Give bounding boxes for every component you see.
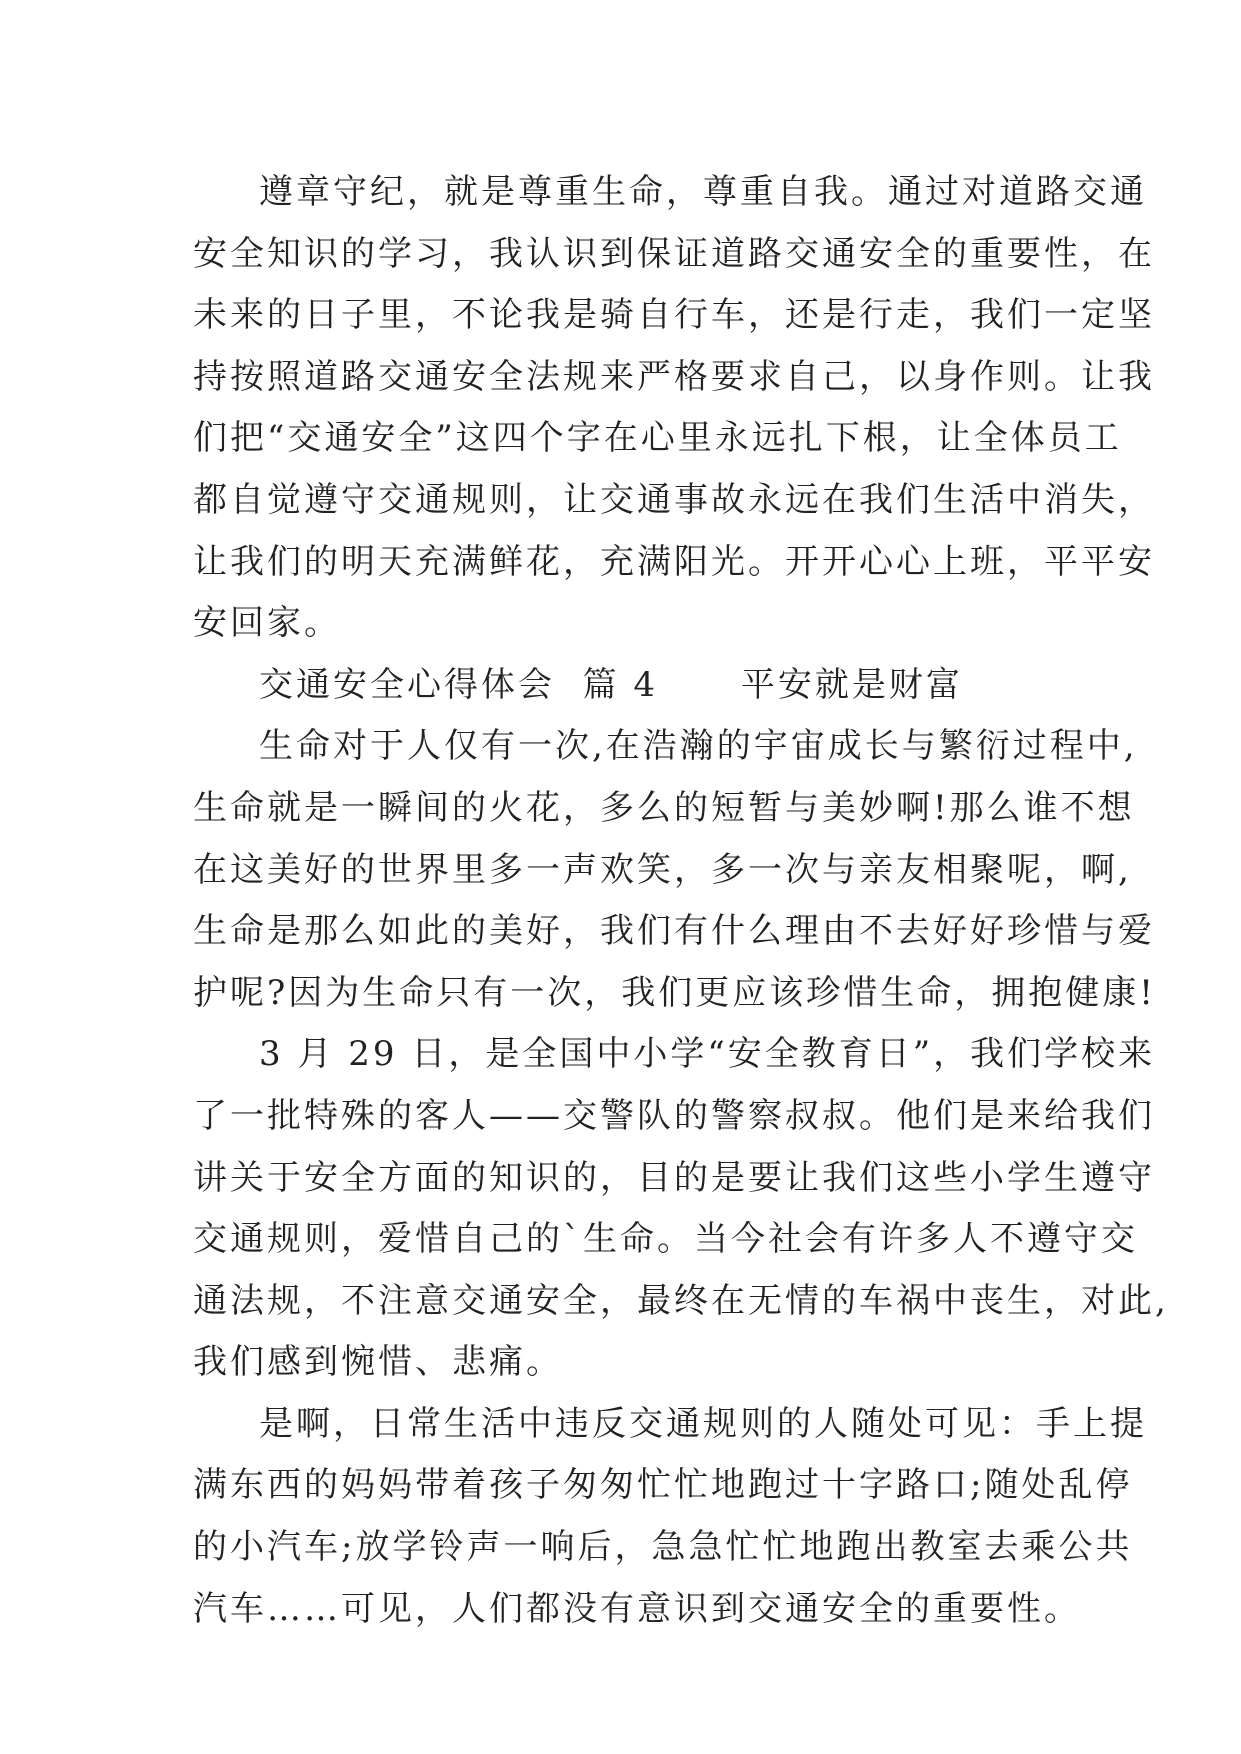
paragraph-1 [193, 162, 1155, 655]
text-line: 的小汽车;放学铃声一响后，急急忙忙地跑出教室去乘公共 [193, 1527, 1133, 1568]
text-line: 安全知识的学习，我认识到保证道路交通安全的重要性，在 [193, 233, 1155, 274]
text-line: 遵章守纪，就是尊重生命，尊重自我。通过对道路交通 [259, 172, 1147, 212]
text-line: 通法规，不注意交通安全，最终在无情的车祸中丧生，对此, [193, 1280, 1169, 1321]
text-line: 在这美好的世界里多一声欢笑，多一次与亲友相聚呢，啊, [193, 849, 1132, 890]
text-line: 我们感到惋惜、悲痛。 [193, 1342, 563, 1383]
text-line: 安回家。 [193, 603, 341, 644]
text-line: 3 月 29 日，是全国中小学“安全教育日”，我们学校来 [259, 1034, 1156, 1075]
section-heading: 交通安全心得体会 篇 4 平安就是财富 [259, 664, 963, 705]
text-line: 未来的日子里，不论我是骑自行车，还是行走，我们一定坚 [193, 295, 1155, 336]
text-line: 们把“交通安全”这四个字在心里永远扎下根，让全体员工 [193, 418, 1122, 459]
text-line: 都自觉遵守交通规则，让交通事故永远在我们生活中消失， [193, 479, 1155, 520]
paragraph-2 [193, 716, 1156, 1024]
text-line: 了一批特殊的客人——交警队的警察叔叔。他们是来给我们 [193, 1095, 1155, 1136]
text-line: 汽车……可见，人们都没有意识到交通安全的重要性。 [193, 1588, 1081, 1629]
document-body [193, 162, 1169, 1640]
text-line: 生命是那么如此的美好，我们有什么理由不去好好珍惜与爱 [193, 911, 1155, 952]
paragraph-4 [193, 1394, 1147, 1640]
text-line: 护呢?因为生命只有一次，我们更应该珍惜生命，拥抱健康! [193, 972, 1156, 1013]
text-line: 让我们的明天充满鲜花，充满阳光。开开心心上班，平平安 [193, 541, 1155, 582]
text-line: 交通规则，爱惜自己的`生命。当今社会有许多人不遵守交 [193, 1219, 1138, 1260]
text-line: 讲关于安全方面的知识的，目的是要让我们这些小学生遵守 [193, 1157, 1155, 1198]
paragraph-3 [193, 1024, 1169, 1394]
text-line: 生命就是一瞬间的火花，多么的短暂与美妙啊!那么谁不想 [193, 787, 1135, 828]
text-line: 生命对于人仅有一次,在浩瀚的宇宙成长与繁衍过程中, [259, 726, 1138, 767]
text-line: 是啊，日常生活中违反交通规则的人随处可见：手上提 [259, 1403, 1147, 1444]
text-line: 满东西的妈妈带着孩子匆匆忙忙地跑过十字路口;随处乱停 [193, 1465, 1133, 1506]
text-line: 持按照道路交通安全法规来严格要求自己，以身作则。让我 [193, 356, 1155, 397]
